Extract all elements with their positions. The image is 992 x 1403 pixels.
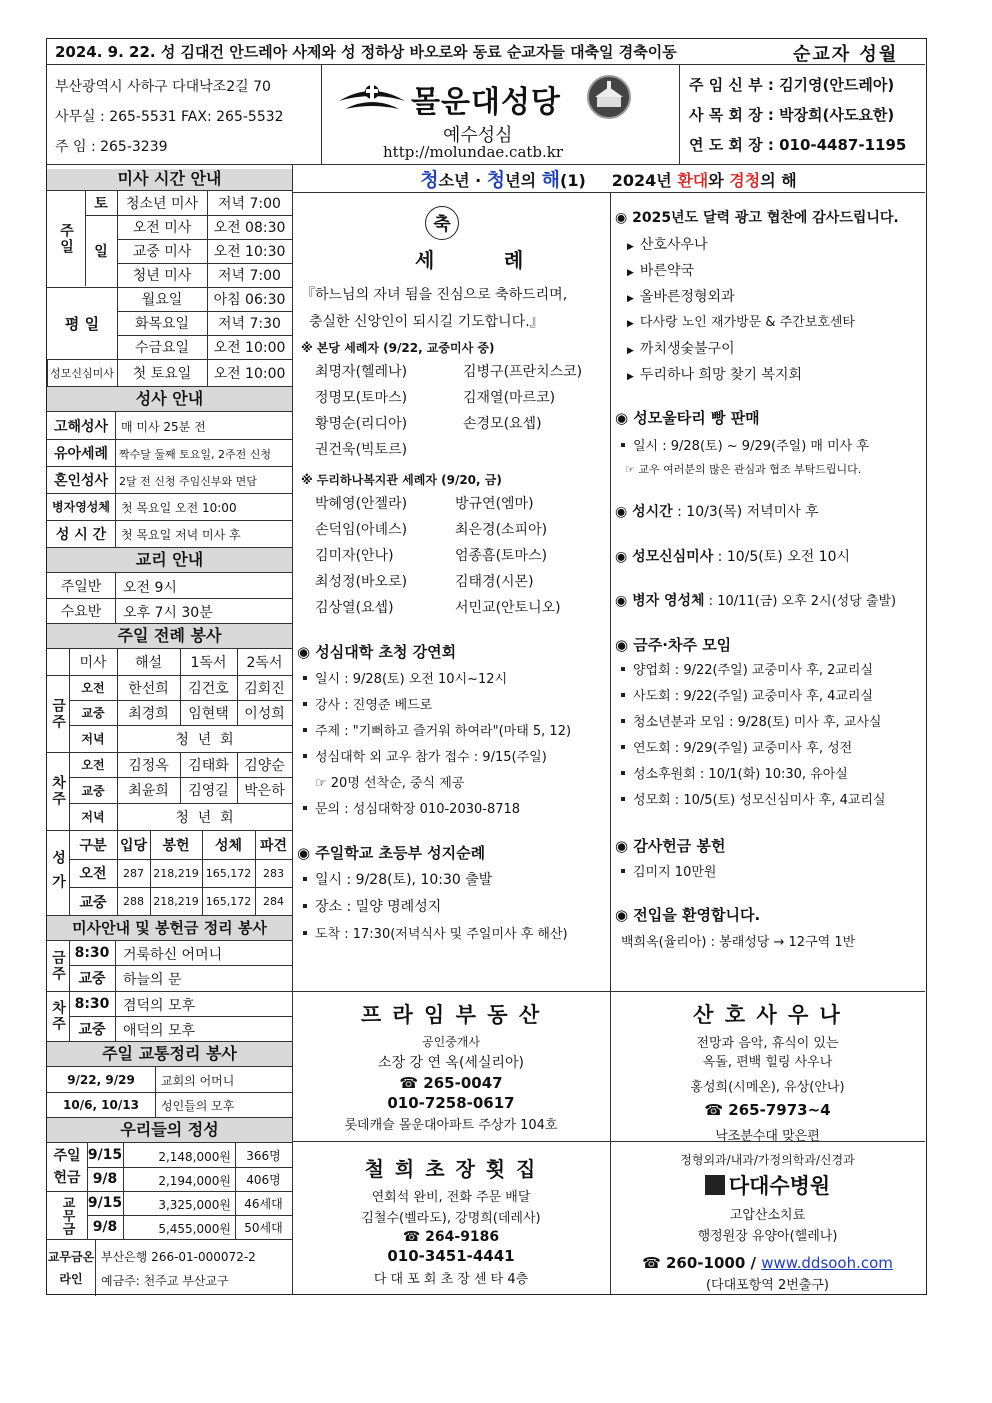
mass-section-title: 미사 시간 안내 — [47, 169, 292, 191]
choir-header: 성체 — [214, 838, 243, 854]
liturgy-mass: 교중 — [81, 783, 105, 798]
weekday-label: 평 일 — [64, 314, 100, 333]
liturgy-mass: 오전 — [81, 681, 105, 695]
mass-name: 수금요일 — [134, 340, 190, 356]
welcome-title: ◉ 전입을 환영합니다. — [615, 906, 761, 924]
pilgrimage-item: 일시 : 9/28(토), 10:30 출발 — [315, 872, 493, 888]
theme-bar — [292, 169, 925, 191]
ad-line: 소장 강 연 옥(세실리아) — [378, 1055, 524, 1071]
choir-header: 파견 — [259, 838, 288, 854]
theme-text: 의 해 — [760, 171, 797, 190]
baptized-person: 엄종흠(토마스) — [455, 548, 548, 564]
choir-header: 봉헌 — [162, 838, 190, 854]
mass-time: 저녁 7:00 — [218, 196, 281, 212]
offering-date: 9/8 — [92, 1171, 118, 1187]
guide-section-title: 미사안내 및 봉헌금 정리 봉사 — [47, 915, 292, 941]
calendar-title: ◉ 2025년도 달력 광고 협찬에 감사드립니다. — [615, 210, 899, 226]
baptized-person: 김태경(시몬) — [455, 574, 534, 590]
tithe-count: 50세대 — [244, 1220, 283, 1235]
sacrament-key: 성 시 간 — [55, 526, 107, 543]
bank-account: 부산은행 266-01-000072-2 — [101, 1250, 256, 1264]
sacrament-value: 첫 목요일 저녁 미사 후 — [121, 528, 241, 542]
ad-sauna — [610, 991, 925, 1144]
church-icon — [587, 75, 631, 119]
ad-phone: 010-3451-4441 — [387, 1247, 515, 1265]
tithe-label: 교무금 — [59, 1195, 75, 1235]
parish-url[interactable]: http://molundae.catb.kr — [383, 143, 564, 161]
liturgy-person: 김회진 — [244, 680, 285, 697]
mass-time: 오전 10:00 — [213, 340, 286, 356]
bread-item: ☞ 교우 여러분의 많은 관심과 협조 부탁드립니다. — [625, 463, 862, 476]
liturgy-header: 1독서 — [190, 655, 227, 671]
meeting-item: 사도회 : 9/22(주일) 교중미사 후, 4교리실 — [633, 689, 874, 704]
guide-time: 교중 — [78, 971, 106, 987]
mass-name: 오전 미사 — [132, 220, 192, 236]
choir-hymn: 287 — [123, 866, 144, 880]
ad-line: 공인중개사 — [422, 1035, 480, 1049]
choir-hymn: 288 — [123, 895, 144, 908]
baptized-person: 방규연(엠마) — [455, 496, 534, 512]
choir-header: 구분 — [79, 838, 107, 854]
sponsor-item: 올바른정형외과 — [639, 289, 735, 305]
bulletin-page: 2024. 9. 22. 성 김대건 안드레아 사제와 성 정하상 바오로와 동료 순교자들 대축일 경축이동 순교자 성월 부산광역시 사하구 다대낙조2길 70 사무실 : 265-5531 FAX: 265-5532 주 임 : 265-3239 몰운대성당 예수성심 http://molundae.catb.kr 주 임 신 부 : 김기영(안드레아) 사 목 회 장 : 박장희(사도요한) 연 도 회 장 : 010-4487-1195 미사 시간 안내 주일 토 일 평 일 청소년 미사 저녁 7:00 오전 미사 오전 08:30 교중 미사 오전 10:30 청년 미사 저녁 7:00 월요일 아침 06:30 화목요일 저녁 7:30 수금요일 오전 10:00 성모신심미사 첫 토요일 오전 10:00 성사 안내 고해성사 매 미사 25분 전 유아세례 짝수달 둘째 토요일, 2주전 신청 혼인성사 2달 전 신청 주임신부와 면담 병자영성체 첫 목요일 오전 10:00 성 시 간 첫 목요일 저녁 미사 후 교리 안내 주일반 오전 9시 수요반 오후 7시 30분 주일 전례 봉사 미사 해설 1독서 2독서 금주 오전 한선희 김건호 김회진 교중 최경희 임현택 이성희 저녁 청 년 회 차주 오전 김정옥 김태화 김양순 교중 최윤희 김영길 박은하 저녁 청 년 회 성가 구분 입당 봉헌 성체 파견 오전 287 218,219 165,172 283 교중 288 218,219 165,172 284 미사안내 및 봉헌금 정리 봉사 금주 8:30 거룩하신 어머니 교중 하늘의 문 차주 8:30 겸덕의 모후 교중 애덕의 모후 주일 교통정리 봉사 9/22, 9/29 교회의 어머니 10/6, 10/13 성인들의 모후 우리들의 정성 주일헌금 9/15 2,148,000원 366명 9/8 2,194,000원 406명 교무금 9/15 3,325,000원 46세대 9/8 5,455,000원 50세대 교무금온라인 부산은행 266-01-000072-2 예금주: 천주교 부산교구 청소년 · 청년의 해(1) 2024년 환대와 경청의 해 축 세 례 『하느님의 자녀 됨을 진심으로 축하드리며, 충실한 신앙인이 되시길 기도합니다.』 ※ 본당 세례자 (9/22, 교중미사 중) 최명자(헬레나) 김병구(프란치스코) 정명모(토마스) 김재열(마르코) 황명순(리디아) 손경모(요셉) 권건욱(빅토르) ※ 두리하나복지관 세례자 (9/20, 금) 박혜영(안젤라) 방규연(엠마) 손덕임(아녜스) 최은경(소피아) 김미자(안나) 엄종흠(토마스) 최성정(바오로) 김태경(시몬) 김상열(요셉) 서민교(안토니오) ◉ 성심대학 초청 강연회 일시 : 9/28(토) 오전 10시~12시 강사 : 진영준 베드로 주제 : "기뻐하고 즐거워 하여라"(마태 5, 12) 성심대학 외 교우 참가 접수 : 9/15(주일) ☞ 20명 선착순, 중식 제공 문의 : 성심대학장 010-2030-8718 ◉ 주일학교 초등부 성지순례 일시 : 9/28(토), 10:30 출발 장소 : 밀양 명례성지 도착 : 17:30(저녁식사 및 주일미사 후 해산) ◉ 2025년도 달력 광고 협찬에 감사드립니다. ▶ 산호사우나 ▶ 바른약국 ▶ 올바른정형외과 ▶ 다사랑 노인 재가방문 & 주간보호센타 ▶ 까치생숯불구이 ▶ 두리하나 희망 찾기 복지회 ◉ 성모울타리 빵 판매 일시 : 9/28(토) ~ 9/29(주일) 매 미사 후 ☞ 교우 여러분의 많은 관심과 협조 부탁드립니다. ◉ 성시간 : 10/3(목) 저녁미사 후 ◉ 성모신심미사 : 10/5(토) 오전 10시 ◉ 병자 영성체 : 10/11(금) 오후 2시(성당 출발) ◉ 금주·차주 모임 양업회 : 9/22(주일) 교중미사 후, 2교리실 사도회 : 9/22(주일) 교중미사 후, 4교리실 청소년분과 모임 : 9/28(토) 미사 후, 교사실 연도회 : 9/29(주일) 교중미사 후, 성전 성소후원회 : 10/1(화) 10:30, 유아실 성모회 : 10/5(토) 성모신심미사 후, 4교리실 ◉ 감사헌금 봉헌 김미지 10만원 ◉ 전입을 환영합니다. 백희옥(율리아) : 봉래성당 → 12구역 1반 프 라 임 부 동 산 공인중개사 소장 강 연 옥(세실리아) ☎ 265-0047 010-7258-0617 롯데캐슬 몰운대아파트 주상가 104호 산 호 사 우 나 전망과 음악, 휴식이 있는 옥돌, 편백 힐링 사우나 홍성희(시메온), 유상(안나) ☎ 265-7973~4 낙조분수대 맞은편 철 희 초 장 횟 집 연회석 완비, 전화 주문 배달 김철수(벨라도), 강명희(데레사) ☎ 264-9186 010-3451-4441 다 대 포 회 초 장 센 타 4층 정형외과/내과/가정의학과/신경과 다대수병원 고압산소치료 행정원장 유양아(헬레나) ☎ 260-1000 / www.ddsooh.com (다대포항역 2번출구) — [46, 38, 927, 1295]
tithe-count: 46세대 — [244, 1196, 283, 1211]
online-label: 교무금온라인 — [47, 1249, 95, 1286]
bread-title: ◉ 성모울타리 빵 판매 — [615, 409, 760, 427]
ad-phone: ☎ 265-0047 — [399, 1074, 503, 1092]
tithe-amount: 5,455,000원 — [158, 1222, 231, 1236]
mass-time: 저녁 7:00 — [218, 268, 281, 284]
baptized-person: 김병구(프란치스코) — [463, 364, 583, 380]
meeting-item: 성소후원회 : 10/1(화) 10:30, 유아실 — [633, 767, 848, 782]
guide-group: 애덕의 모후 — [123, 1023, 196, 1039]
liturgy-person: 최경희 — [128, 705, 169, 722]
liturgy-person: 이성희 — [244, 705, 285, 722]
hospital-logo-icon — [705, 1175, 725, 1195]
sunday-offering-label: 주일헌금 — [53, 1148, 81, 1186]
offering-count: 406명 — [246, 1172, 281, 1187]
account-holder: 예금주: 천주교 부산교구 — [101, 1274, 229, 1288]
guide-time: 8:30 — [74, 945, 110, 961]
sick-communion-label: ◉ 병자 영성체 — [615, 593, 705, 609]
celebration-stamp: 축 — [425, 206, 459, 240]
mass-time: 아침 06:30 — [213, 292, 286, 308]
theme-accent-red: 환대 — [677, 171, 709, 190]
theme-text: 와 — [708, 171, 730, 190]
ad-phone: ☎ 260-1000 / — [642, 1254, 762, 1272]
next-week-label: 차주 — [50, 775, 66, 807]
sacrament-key: 혼인성사 — [53, 472, 109, 489]
date-line: 2024. 9. 22. 성 김대건 안드레아 사제와 성 정하상 바오로와 동료 순교자들 대축일 경축이동 — [55, 43, 677, 61]
liturgy-header: 2독서 — [246, 655, 283, 671]
council-president: 사 목 회 장 : 박장희(사도요한) — [689, 106, 895, 124]
mass-name: 청소년 미사 — [125, 196, 199, 212]
choir-hymn: 218,219 — [153, 866, 199, 880]
ad-realty — [292, 991, 610, 1141]
traffic-section-title: 주일 교통정리 봉사 — [47, 1041, 292, 1067]
ad-name: 다대수병원 — [728, 1174, 831, 1198]
sacrament-section-title: 성사 안내 — [47, 386, 292, 412]
baptized-person: 손경모(요셉) — [463, 416, 542, 432]
sacrament-table — [47, 412, 292, 547]
theme-accent-blue: 청 — [420, 169, 439, 191]
choir-hymn: 165,172 — [205, 866, 252, 880]
baptized-person: 최명자(헬레나) — [315, 364, 408, 380]
doctrine-section-title: 교리 안내 — [47, 547, 292, 573]
sacrament-key: 고해성사 — [53, 418, 109, 435]
baptism-title: 세 례 — [415, 248, 524, 272]
meeting-item: 성모회 : 10/5(토) 성모신심미사 후, 4교리실 — [633, 793, 886, 808]
ad-line: 연회석 완비, 전화 주문 배달 — [371, 1190, 531, 1205]
ad-name: 철 희 초 장 횟 집 — [364, 1157, 538, 1181]
theme-text: 년의 — [505, 171, 542, 190]
baptism-group-title: ※ 두리하나복지관 세례자 (9/20, 금) — [301, 473, 502, 487]
address: 부산광역시 사하구 다대낙조2길 70 — [55, 79, 271, 95]
mass-table — [47, 191, 292, 386]
ad-line: 전망과 음악, 휴식이 있는 — [696, 1036, 839, 1051]
baptized-person: 정명모(토마스) — [315, 390, 408, 406]
baptized-person: 박혜영(안젤라) — [315, 496, 408, 512]
parish-name: 몰운대성당 — [411, 85, 561, 120]
liturgy-person: 임현택 — [188, 705, 229, 722]
guide-group: 하늘의 문 — [123, 972, 182, 988]
mass-name: 화목요일 — [134, 316, 190, 332]
ad-restaurant — [292, 1141, 610, 1295]
sunday-label: 주일 — [58, 222, 74, 255]
tithe-amount: 3,325,000원 — [158, 1198, 231, 1212]
liturgy-mass: 저녁 — [81, 810, 105, 824]
choir-label: 성가 — [50, 849, 66, 898]
ad-line: 정형외과/내과/가정의학과/신경과 — [680, 1153, 855, 1167]
liturgy-person: 김영길 — [188, 783, 229, 799]
ad-address: 다 대 포 회 초 장 센 타 4층 — [373, 1272, 529, 1287]
sacrament-value: 2달 전 신청 주임신부와 면담 — [119, 475, 257, 488]
sponsor-item: 두리하나 희망 찾기 복지회 — [639, 367, 803, 383]
choir-hymn: 284 — [263, 895, 284, 908]
liturgy-person: 김태화 — [188, 757, 229, 774]
baptized-person: 김미자(안나) — [315, 548, 394, 564]
tithe-date: 9/8 — [92, 1219, 118, 1235]
liturgy-mass: 교중 — [81, 706, 105, 720]
meeting-item: 연도회 : 9/29(주일) 교중미사 후, 성전 — [633, 741, 853, 756]
pilgrimage-item: 도착 : 17:30(저녁식사 및 주일미사 후 해산) — [315, 927, 568, 942]
guide-time: 교중 — [78, 1021, 106, 1038]
marian-mass-label: ◉ 성모신심미사 — [615, 549, 714, 565]
liturgy-header: 해설 — [134, 655, 163, 671]
sponsor-item: 바른약국 — [639, 263, 695, 279]
pastor: 주 임 신 부 : 김기영(안드레아) — [689, 76, 895, 94]
choir-table — [47, 830, 292, 915]
offering-table — [47, 1143, 292, 1296]
sponsor-item: 까치생숯불구이 — [639, 341, 735, 357]
traffic-group: 교회의 어머니 — [161, 1074, 235, 1088]
baptized-person: 황명순(리디아) — [315, 416, 408, 432]
traffic-date: 10/6, 10/13 — [63, 1097, 139, 1112]
sacrament-key: 유아세례 — [53, 445, 109, 462]
mass-time: 오전 10:30 — [213, 244, 286, 260]
sponsor-item: 산호사우나 — [639, 237, 708, 253]
baptized-person: 김상열(요셉) — [315, 600, 394, 616]
ad-name: 프 라 임 부 동 산 — [360, 1003, 542, 1027]
doctrine-key: 수요반 — [60, 603, 102, 620]
pilgrimage-title: ◉ 주일학교 초등부 성지순례 — [297, 844, 486, 862]
ad-line: 홍성희(시메온), 유상(안나) — [690, 1080, 845, 1095]
liturgy-person: 김양순 — [244, 757, 285, 774]
theme-text: 소년 · — [438, 171, 487, 190]
office-phone: 사무실 : 265-5531 FAX: 265-5532 — [55, 109, 284, 125]
holy-hour-label: ◉ 성시간 — [615, 504, 673, 520]
guide-table — [47, 941, 292, 1041]
ad-name: 산 호 사 우 나 — [693, 1003, 842, 1027]
ad-phone: 010-7258-0617 — [387, 1094, 515, 1112]
sick-communion-text: : 10/11(금) 오후 2시(성당 출발) — [704, 594, 897, 609]
parish-subtitle: 예수성심 — [443, 125, 513, 146]
bread-item: 일시 : 9/28(토) ~ 9/29(주일) 매 미사 후 — [633, 439, 869, 454]
offering-amount: 2,194,000원 — [158, 1174, 231, 1188]
ad-hospital — [610, 1141, 925, 1295]
doctrine-value: 오전 9시 — [123, 580, 177, 596]
welcome-text: 백희옥(율리아) : 봉래성당 → 12구역 1반 — [621, 935, 856, 950]
month-title: 순교자 성월 — [793, 44, 899, 65]
traffic-group: 성인들의 모후 — [161, 1099, 235, 1113]
lecture-item: 일시 : 9/28(토) 오전 10시~12시 — [315, 672, 508, 687]
choir-row-key: 교중 — [79, 894, 107, 911]
lecture-item: 성심대학 외 교우 참가 접수 : 9/15(주일) — [315, 750, 547, 765]
parish-logo — [337, 79, 407, 119]
guide-group: 거룩하신 어머니 — [123, 947, 223, 963]
liturgy-person: 박은하 — [244, 783, 285, 799]
baptized-person: 서민교(안토니오) — [455, 600, 561, 616]
offering-amount: 2,148,000원 — [158, 1150, 231, 1164]
theme-accent-blue: 해 — [541, 169, 560, 191]
liturgy-person: 한선희 — [128, 680, 169, 697]
first-sat-name: 첫 토요일 — [132, 365, 192, 382]
day-label: 일 — [94, 244, 108, 260]
traffic-date: 9/22, 9/29 — [67, 1072, 135, 1087]
ad-line: 행정원장 유양아(헬레나) — [697, 1229, 838, 1244]
sacrament-value: 첫 목요일 오전 10:00 — [121, 501, 237, 515]
lecture-item: ☞ 20명 선착순, 중식 제공 — [315, 776, 465, 791]
choir-hymn: 283 — [263, 866, 284, 880]
meeting-item: 청소년분과 모임 : 9/28(토) 미사 후, 교사실 — [633, 715, 882, 730]
mass-name: 교중 미사 — [132, 244, 192, 260]
mass-name: 청년 미사 — [132, 268, 192, 284]
sacrament-value: 짝수달 둘째 토요일, 2주전 신청 — [119, 448, 271, 461]
doctrine-key: 주일반 — [60, 578, 102, 595]
holy-hour-text: : 10/3(목) 저녁미사 후 — [672, 504, 819, 520]
ad-address: 낙조분수대 맞은편 — [715, 1129, 820, 1144]
tithe-date: 9/15 — [87, 1195, 123, 1211]
liturgy-person: 김건호 — [188, 680, 229, 697]
meeting-title: ◉ 금주·차주 모임 — [615, 636, 732, 654]
traffic-table — [47, 1067, 292, 1117]
liturgy-mass: 저녁 — [81, 732, 105, 746]
theme-accent-red: 경청 — [729, 171, 761, 190]
liturgy-header: 미사 — [79, 655, 107, 671]
baptism-blessing: 『하느님의 자녀 됨을 진심으로 축하드리며, — [301, 287, 568, 303]
liturgy-table — [47, 649, 292, 830]
liturgy-merged: 청 년 회 — [175, 809, 234, 826]
ad-address: (다대포항역 2번출구) — [705, 1278, 829, 1293]
offering-section-title: 우리들의 정성 — [47, 1117, 292, 1143]
sacrament-key: 병자영성체 — [52, 500, 110, 514]
first-sat-label: 성모신심미사 — [50, 366, 114, 380]
baptism-group-title: ※ 본당 세례자 (9/22, 교중미사 중) — [301, 341, 495, 355]
doctrine-table — [47, 573, 292, 623]
doctrine-value: 오후 7시 30분 — [123, 605, 213, 621]
baptized-person: 최성정(바오로) — [315, 574, 408, 590]
lecture-item: 강사 : 진영준 베드로 — [315, 698, 433, 713]
ad-phone: ☎ 265-7973~4 — [704, 1101, 831, 1119]
baptized-person: 최은경(소피아) — [455, 522, 548, 538]
liturgy-merged: 청 년 회 — [175, 731, 234, 748]
guide-group: 겸덕의 모후 — [123, 998, 196, 1014]
baptized-person: 김재열(마르코) — [463, 390, 556, 406]
offering-count: 366명 — [246, 1148, 281, 1163]
choir-header: 입당 — [119, 838, 148, 854]
theme-accent-blue: 청 — [486, 169, 506, 191]
meeting-item: 양업회 : 9/22(주일) 교중미사 후, 2교리실 — [633, 663, 874, 678]
baptized-person: 손덕임(아녜스) — [315, 522, 408, 538]
lecture-title: ◉ 성심대학 초청 강연회 — [297, 643, 457, 661]
choir-row-key: 오전 — [79, 866, 107, 882]
ad-phone: ☎ 264-9186 — [402, 1229, 500, 1245]
thanks-title: ◉ 감사헌금 봉헌 — [615, 837, 726, 855]
liturgy-person: 김정옥 — [128, 757, 169, 774]
mass-name: 월요일 — [141, 292, 183, 308]
elder-president: 연 도 회 장 : 010-4487-1195 — [689, 136, 907, 154]
baptized-person: 권건욱(빅토르) — [315, 442, 408, 458]
guide-time: 8:30 — [74, 995, 110, 1012]
ad-address: 롯데캐슬 몰운대아파트 주상가 104호 — [344, 1118, 558, 1133]
lecture-item: 주제 : "기뻐하고 즐거워 하여라"(마태 5, 12) — [315, 724, 572, 739]
liturgy-mass: 오전 — [81, 758, 105, 772]
guide-next-week-label: 차주 — [50, 1000, 66, 1032]
sacrament-value: 매 미사 25분 전 — [121, 420, 206, 434]
sponsor-item: 다사랑 노인 재가방문 & 주간보호센타 — [639, 315, 855, 330]
liturgy-section-title: 주일 전례 봉사 — [47, 623, 292, 649]
lecture-item: 문의 : 성심대학장 010-2030-8718 — [315, 802, 521, 817]
ad-line: 김철수(벨라도), 강명희(데레사) — [361, 1211, 541, 1226]
this-week-label: 금주 — [50, 697, 66, 730]
first-sat-time: 오전 10:00 — [213, 365, 286, 382]
saturday-label: 토 — [94, 196, 108, 212]
liturgy-person: 최윤희 — [128, 783, 169, 799]
offering-date: 9/15 — [87, 1147, 123, 1163]
guide-this-week-label: 금주 — [50, 950, 66, 982]
theme-text: (1) — [560, 171, 586, 190]
residence-phone: 주 임 : 265-3239 — [55, 139, 168, 155]
marian-mass-text: : 10/5(토) 오전 10시 — [713, 549, 851, 565]
theme-text: 2024년 — [611, 171, 678, 190]
hospital-url-link[interactable]: www.ddsooh.com — [761, 1254, 893, 1272]
baptism-blessing: 충실한 신앙인이 되시길 기도합니다.』 — [309, 314, 544, 330]
pilgrimage-item: 장소 : 밀양 명례성지 — [315, 899, 442, 915]
mass-time: 저녁 7:30 — [218, 316, 281, 332]
ad-line: 옥돌, 편백 힐링 사우나 — [702, 1055, 833, 1070]
ad-line: 고압산소치료 — [729, 1208, 806, 1223]
thanks-item: 김미지 10만원 — [633, 865, 717, 880]
mass-time: 오전 08:30 — [213, 220, 286, 236]
choir-hymn: 165,172 — [205, 895, 252, 908]
choir-hymn: 218,219 — [153, 895, 199, 908]
